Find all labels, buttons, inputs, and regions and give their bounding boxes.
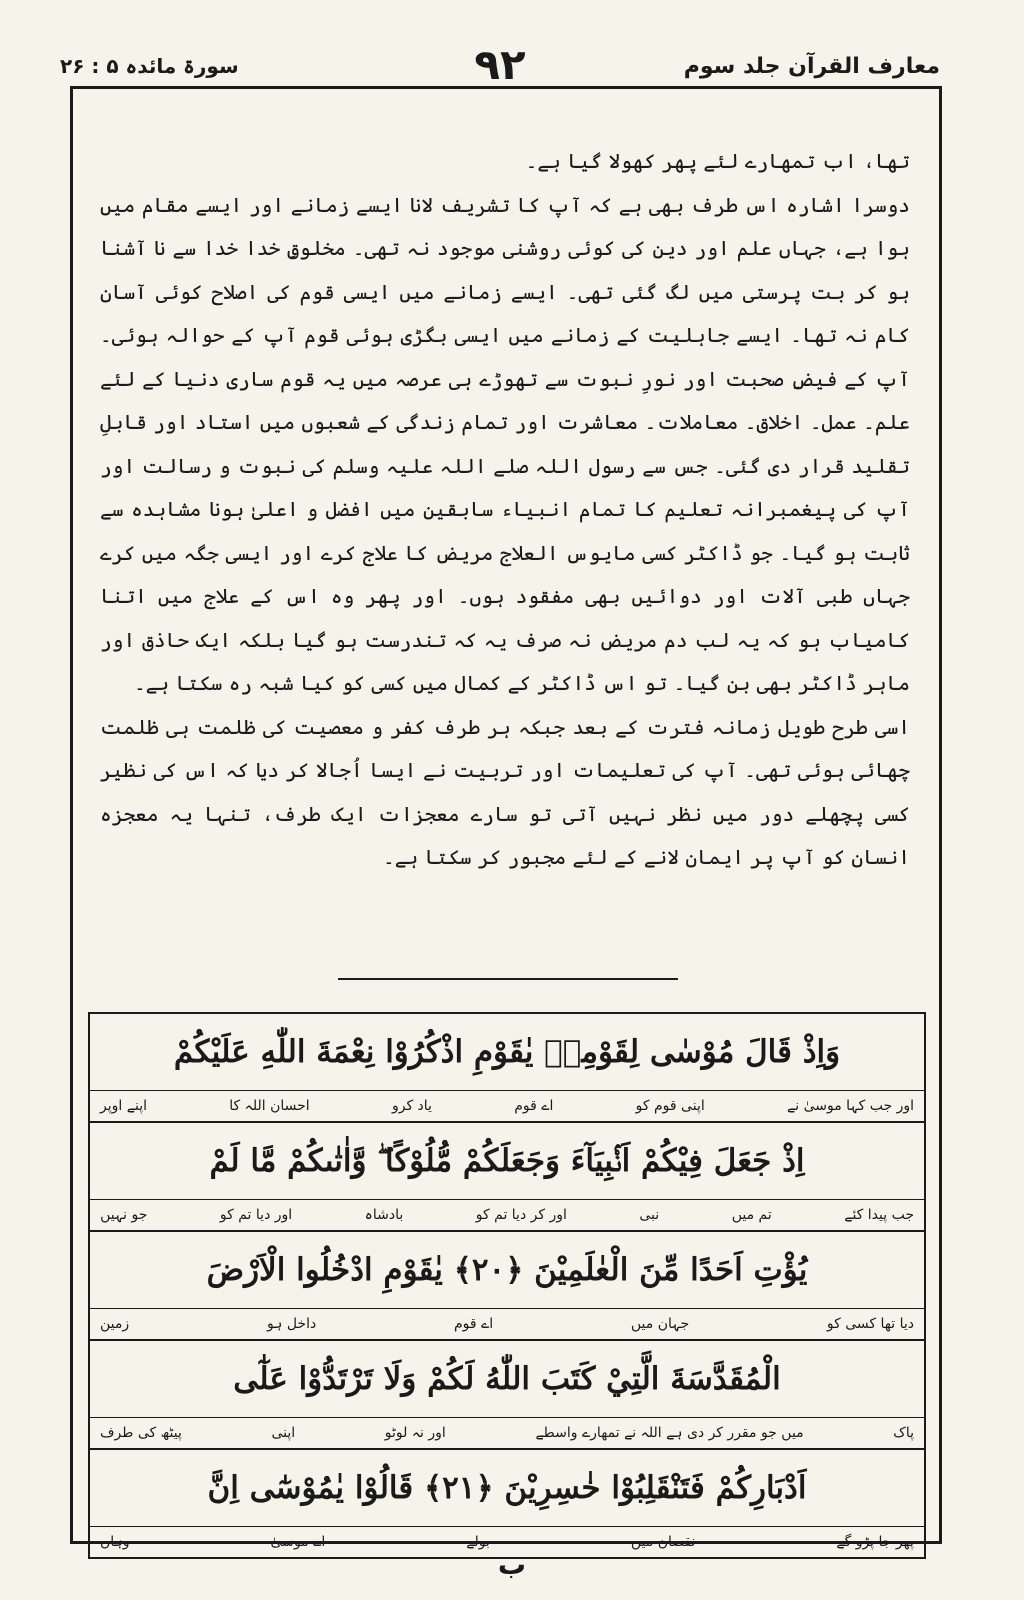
- arabic-verse-line: الْمُقَدَّسَةَ الَّتِيْ كَتَبَ اللّٰهُ لَكُمْ وَلَا تَرْتَدُّوْا عَلٰٓى: [233, 1361, 781, 1397]
- page-number: ۹۲: [474, 40, 526, 89]
- arabic-verse-line: اَدْبَارِكُمْ فَتَنْقَلِبُوْا خٰسِرِيْنَ ﴿۲۱﴾ قَالُوْا يٰمُوْسٰٓى اِنَّ: [207, 1470, 807, 1506]
- book-title: معارف القرآن جلد سوم: [683, 54, 940, 79]
- word-translation-line: [90, 1417, 924, 1448]
- gloss-word: بولے: [466, 1534, 490, 1550]
- gloss-word: میں جو مقرر کر دی ہے اللہ نے تمھارے واسطے: [535, 1425, 804, 1441]
- gloss-word: نقصان میں: [630, 1534, 696, 1550]
- verse-band: [88, 1012, 926, 1123]
- gloss-word: جہان میں: [630, 1316, 690, 1332]
- gloss-word: دیا تھا کسی کو: [826, 1316, 914, 1332]
- paragraph: تھا، اب تمھارے لئے پھر کھولا گیا ہے۔: [525, 149, 910, 173]
- gloss-word: اپنی: [271, 1425, 296, 1441]
- arabic-verse-line: يُؤْتِ اَحَدًا مِّنَ الْعٰلَمِيْنَ ﴿۲۰﴾ يٰقَوْمِ ادْخُلُوا الْاَرْضَ: [206, 1252, 808, 1288]
- gloss-word: جب پیدا کئے: [844, 1207, 914, 1223]
- gloss-word: پھر جا پڑو گے: [836, 1534, 914, 1550]
- gloss-word: پاک: [893, 1425, 914, 1441]
- word-translation-line: [90, 1090, 924, 1121]
- gloss-word: اور نہ لوٹو: [384, 1425, 446, 1441]
- gloss-word: اور جب کہا موسیٰ نے: [787, 1098, 914, 1114]
- word-translation-line: [90, 1308, 924, 1339]
- gloss-word: اور دیا تم کو: [219, 1207, 293, 1223]
- gloss-word: جو نہیں: [100, 1207, 148, 1223]
- gloss-word: اے قوم: [453, 1316, 494, 1332]
- verse-translation-table: [88, 1012, 926, 1559]
- commentary-text: [100, 140, 910, 880]
- gloss-word: داخل ہو: [266, 1316, 317, 1332]
- paragraph: اسی طرح طویل زمانہ فترت کے بعد جبکہ ہر طرف کفر و معصیت کی ظلمت ہی ظلمت چھائی ہوئی تھی۔ آپ کی تعلیمات اور تربیت نے ایسا اُجالا کر دیا کہ اس کی نظیر کسی پچھلے دور میں نظر نہیں آتی تو سارے معجزات ایک طرف، تنہا یہ معجزہ انسان کو آپ پر ایمان لانے کے لئے مجبور کر سکتا ہے۔: [100, 714, 910, 869]
- gloss-word: زمین: [100, 1316, 130, 1332]
- verse-band: [88, 1123, 926, 1232]
- verse-band: [88, 1232, 926, 1341]
- word-translation-line: [90, 1199, 924, 1230]
- section-divider: [338, 978, 678, 980]
- arabic-verse-line: اِذْ جَعَلَ فِيْكُمْ اَنْۢبِيَآءَ وَجَعَلَكُمْ مُّلُوْكًا ۖ وَّاٰتٰىكُمْ مَّا لَمْ: [209, 1143, 805, 1179]
- gloss-word: اپنی قوم کو: [635, 1098, 705, 1114]
- gloss-word: اے قوم: [514, 1098, 554, 1114]
- gloss-word: اے موسیٰ: [270, 1534, 326, 1550]
- gloss-word: تم میں: [731, 1207, 772, 1223]
- gloss-word: بادشاہ: [364, 1207, 404, 1223]
- gloss-word: اور کر دیا تم کو: [475, 1207, 567, 1223]
- gloss-word: وہاں: [100, 1534, 130, 1550]
- verse-band: [88, 1341, 926, 1450]
- gloss-word: پیٹھ کی طرف: [100, 1425, 182, 1441]
- gloss-word: یاد کرو: [391, 1098, 432, 1114]
- arabic-verse-line: وَاِذْ قَالَ مُوْسٰى لِقَوْمِهٖ يٰقَوْمِ اذْكُرُوْا نِعْمَةَ اللّٰهِ عَلَيْكُمْ: [173, 1034, 841, 1070]
- surah-reference: سورۃ مائدہ ۵ : ۲۶: [60, 54, 239, 78]
- gloss-word: احسان اللہ کا: [229, 1098, 310, 1114]
- gloss-word: نبی: [639, 1207, 660, 1223]
- footer-mark: ب: [497, 1548, 527, 1581]
- paragraph: دوسرا اشارہ اس طرف بھی ہے کہ آپ کا تشریف لانا ایسے زمانے اور ایسے مقام میں ہوا ہے، جہاں علم اور دین کی کوئی روشنی موجود نہ تھی۔ مخلوقِ خدا خدا سے نا آشنا ہو کر بت پرستی میں لگ گئی تھی۔ ایسے زمانے میں ایسی قوم کی اصلاح کوئی آسان کام نہ تھا۔ ایسے جاہلیت کے زمانے میں ایسی بگڑی ہوئی قوم آپ کے حوالہ ہوئی۔ آپ کے فیضِ صحبت اور نورِ نبوت سے تھوڑے ہی عرصہ میں یہ قوم ساری دنیا کے لئے علم۔ عمل۔ اخلاق۔ معاملات۔ معاشرت اور تمام زندگی کے شعبوں میں استاد اور قابلِ تقلید قرار دی گئی۔ جس سے رسول اللہ صلے اللہ علیہ وسلم کی نبوت و رسالت اور آپ کی پیغمبرانہ تعلیم کا تمام انبیاء سابقین میں افضل و اعلیٰ ہونا مشاہدہ سے ثابت ہو گیا۔ جو ڈاکٹر کسی مایوس العلاج مریض کا علاج کرے اور ایسی جگہ میں کرے جہاں طبی آلات اور دوائیں بھی مفقود ہوں۔ اور پھر وہ اس کے علاج میں اتنا کامیاب ہو کہ یہ لب دم مریض نہ صرف یہ کہ تندرست ہو گیا بلکہ ایک حاذق اور ماہر ڈاکٹر بھی بن گیا۔ تو اس ڈاکٹر کے کمال میں کسی کو کیا شبہ رہ سکتا ہے۔: [100, 192, 910, 695]
- gloss-word: اپنے اوپر: [100, 1098, 147, 1114]
- verse-band: [88, 1450, 926, 1559]
